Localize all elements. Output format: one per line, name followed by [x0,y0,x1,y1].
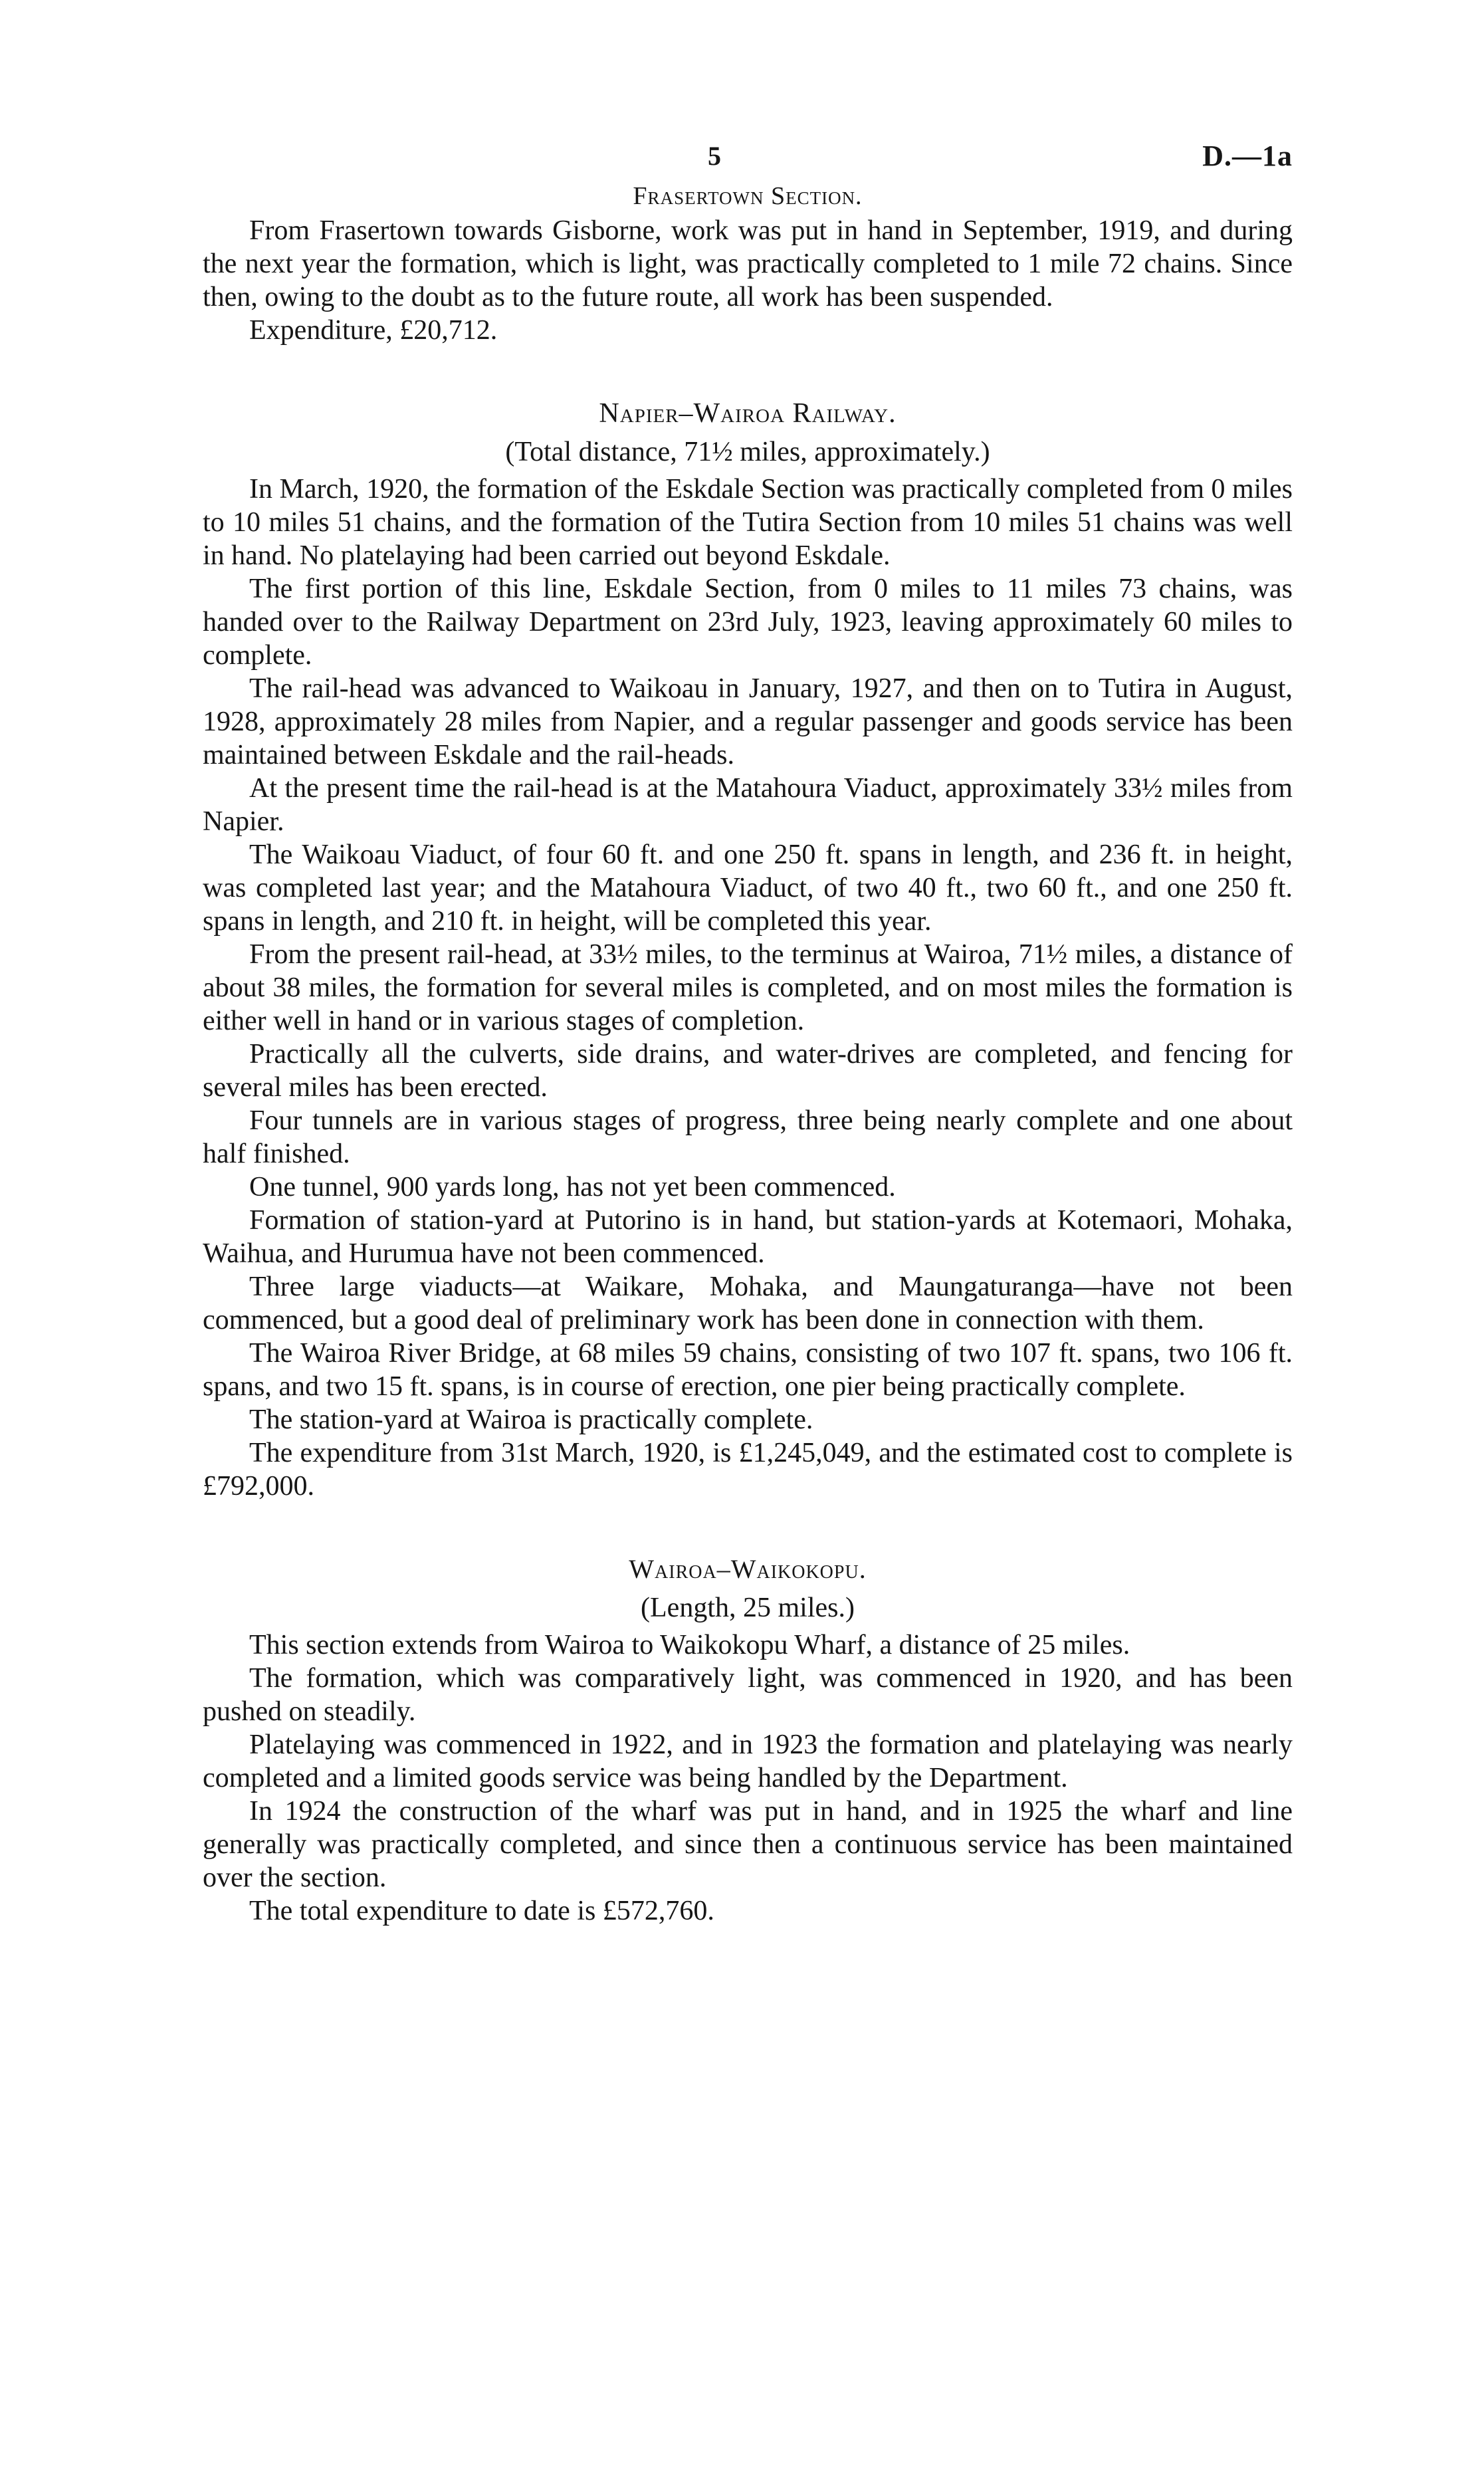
paragraph: The formation, which was comparatively light, was commenced in 1920, and has been pushed on steadily. [203,1663,1293,1727]
paragraph: The Wairoa River Bridge, at 68 miles 59 chains, consisting of two 107 ft. spans, two 106 ft. spans, and two 15 ft. spans, is in course of erection, one pier being practically complete. [203,1338,1293,1402]
paragraph: From the present rail-head, at 33½ miles, to the terminus at Wairoa, 71½ miles, a distance of about 38 miles, the formation for several miles is completed, and on most miles the formation is either well in hand or in various stages of completion. [203,939,1293,1036]
paragraph: This section extends from Wairoa to Waikokopu Wharf, a distance of 25 miles. [249,1630,1130,1660]
paragraph: The first portion of this line, Eskdale Section, from 0 miles to 11 miles 73 chains, was handed over to the Railway Department on 23rd July, 1923, leaving approximately 60 miles to complete. [203,574,1293,671]
paragraph: The station-yard at Wairoa is practically complete. [249,1404,813,1435]
paragraph: Expenditure, £20,712. [249,315,498,346]
document-reference: D.—1a [1202,140,1293,172]
paragraph: Platelaying was commenced in 1922, and in 1923 the formation and platelaying was nearly completed and a limited goods service was being handled by the Department. [203,1730,1293,1793]
section-title: Napier–Wairoa Railway. [599,398,897,429]
page-header [203,140,1293,179]
section-title: Wairoa–Waikokopu. [629,1554,867,1584]
paragraph: In 1924 the construction of the wharf was put in hand, and in 1925 the wharf and line generally was practically completed, and since then a continuous service has been maintained over the section. [203,1796,1293,1893]
paragraph: One tunnel, 900 yards long, has not yet been commenced. [249,1172,896,1202]
page-number: 5 [708,141,721,171]
section-subtitle: (Total distance, 71½ miles, approximately.) [505,437,990,467]
paragraph: At the present time the rail-head is at the Matahoura Viaduct, approximately 33½ miles from Napier. [203,773,1293,837]
section-subtitle: (Length, 25 miles.) [641,1593,855,1623]
paragraph: The total expenditure to date is £572,760. [249,1896,714,1926]
document-page [203,140,1293,1928]
paragraph: Practically all the culverts, side drains, and water-drives are completed, and fencing for several miles has been erected. [203,1039,1293,1103]
paragraph: In March, 1920, the formation of the Eskdale Section was practically completed from 0 miles to 10 miles 51 chains, and the formation of the Tutira Section from 10 miles 51 chains was well in hand. No platelaying had been carried out beyond Eskdale. [203,474,1293,571]
section-frasertown [203,179,1293,347]
paragraph: The expenditure from 31st March, 1920, is £1,245,049, and the estimated cost to complete is £792,000. [203,1438,1293,1502]
paragraph: Formation of station-yard at Putorino is in hand, but station-yards at Kotemaori, Mohaka, Waihua, and Hurumua have not been commenced. [203,1205,1293,1269]
paragraph: Four tunnels are in various stages of progress, three being nearly complete and one about half finished. [203,1105,1293,1169]
paragraph: From Frasertown towards Gisborne, work was put in hand in September, 1919, and during the next year the formation, which is light, was practically completed to 1 mile 72 chains. Since then, owing to the doubt as to the future route, all work has been suspended. [203,215,1293,312]
paragraph: The rail-head was advanced to Waikoau in January, 1927, and then on to Tutira in August, 1928, approximately 28 miles from Napier, and a regular passenger and goods service has been maintained between Eskdale and the rail-heads. [203,673,1293,770]
section-title: Frasertown Section. [633,182,863,210]
section-wairoa-waikokopu [203,1553,1293,1928]
section-napier-wairoa [203,397,1293,1503]
paragraph: Three large viaducts—at Waikare, Mohaka, and Maungaturanga—have not been commenced, but a good deal of preliminary work has been done in connection with them. [203,1272,1293,1335]
paragraph: The Waikoau Viaduct, of four 60 ft. and one 250 ft. spans in length, and 236 ft. in height, was completed last year; and the Matahoura Viaduct, of two 40 ft., two 60 ft., and one 250 ft. spans in length, and 210 ft. in height, will be completed this year. [203,840,1293,937]
